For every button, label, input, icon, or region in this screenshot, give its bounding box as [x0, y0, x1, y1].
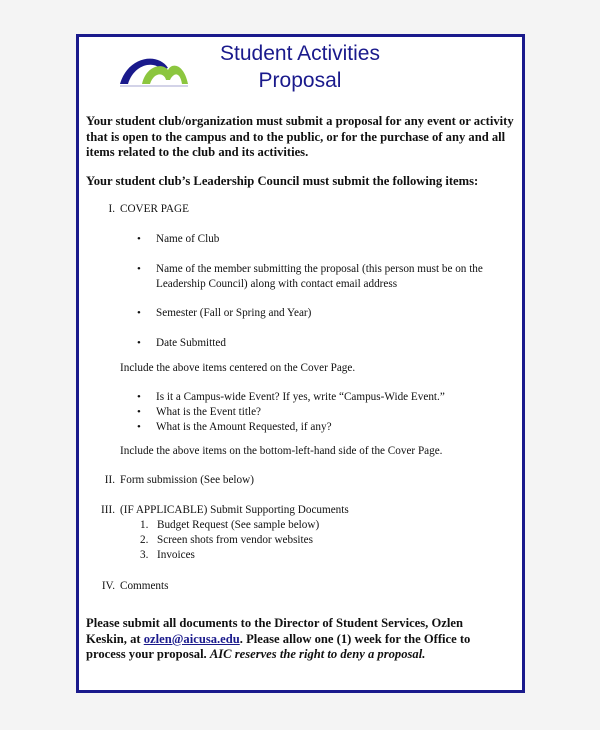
council-paragraph: Your student club’s Leadership Council must submit the following items: [86, 174, 479, 188]
bullet-icon: • [137, 307, 141, 319]
numbered-item: Budget Request (See sample below) [157, 519, 320, 531]
section-4-label: Comments [120, 580, 169, 592]
list-item: What is the Event title? [156, 406, 262, 418]
footer-line-3-bold: process your proposal. [86, 647, 210, 661]
bullet-icon: • [137, 421, 141, 433]
footer-disclaimer: AIC reserves the right to deny a proposal. [209, 647, 426, 661]
list-item: Semester (Fall or Spring and Year) [156, 307, 312, 319]
numbered-item-number: 1. [140, 519, 149, 531]
section-4-number: IV. [101, 580, 115, 592]
bullet-icon: • [137, 263, 141, 275]
list-item: Date Submitted [156, 337, 226, 349]
email-link[interactable]: ozlen@aicusa.edu [143, 631, 240, 646]
section-2-label: Form submission (See below) [120, 474, 254, 486]
footer-line-2 [86, 632, 516, 648]
bullet-icon: • [137, 337, 141, 349]
section-1-number: I. [108, 203, 115, 215]
section-1-label: COVER PAGE [120, 203, 189, 215]
bullet-icon: • [137, 406, 141, 418]
bullet-icon: • [137, 391, 141, 403]
numbered-item: Screen shots from vendor websites [157, 534, 313, 546]
intro-paragraph: Your student club/organization must submit a proposal for any event or activity that is open to the campus and to the public, or for the purchase of any and all items related to the club and its activities. [86, 114, 514, 159]
title-line-2: Proposal [258, 69, 342, 92]
numbered-item: Invoices [157, 549, 195, 561]
list-item: Name of Club [156, 233, 220, 245]
centered-note: Include the above items centered on the Cover Page. [120, 362, 356, 374]
footer-line-1: Please submit all documents to the Director of Student Services, Ozlen [86, 616, 463, 630]
section-3-number: III. [101, 504, 115, 516]
list-item: What is the Amount Requested, if any? [156, 421, 332, 433]
section-3-label: (IF APPLICABLE) Submit Supporting Documents [120, 504, 349, 516]
numbered-item-number: 3. [140, 549, 149, 561]
footer-post-email: . Please allow one (1) week for the Office to [239, 631, 471, 646]
bullet-icon: • [137, 233, 141, 245]
page-title [200, 40, 400, 94]
aic-logo-icon [118, 50, 190, 88]
section-2-number: II. [104, 474, 115, 486]
footer-line-3 [86, 647, 516, 663]
numbered-item-number: 2. [140, 534, 149, 546]
footer-pre-email: Keskin, at [86, 631, 144, 646]
left-note: Include the above items on the bottom-left-hand side of the Cover Page. [120, 445, 443, 457]
footer-paragraph [86, 616, 516, 663]
title-line-1: Student Activities [220, 42, 380, 65]
list-item: Is it a Campus-wide Event? If yes, write “Campus-Wide Event.” [156, 391, 445, 403]
list-item-continued: Leadership Council) along with contact email address [156, 278, 398, 290]
list-item: Name of the member submitting the proposal (this person must be on the [156, 263, 483, 275]
